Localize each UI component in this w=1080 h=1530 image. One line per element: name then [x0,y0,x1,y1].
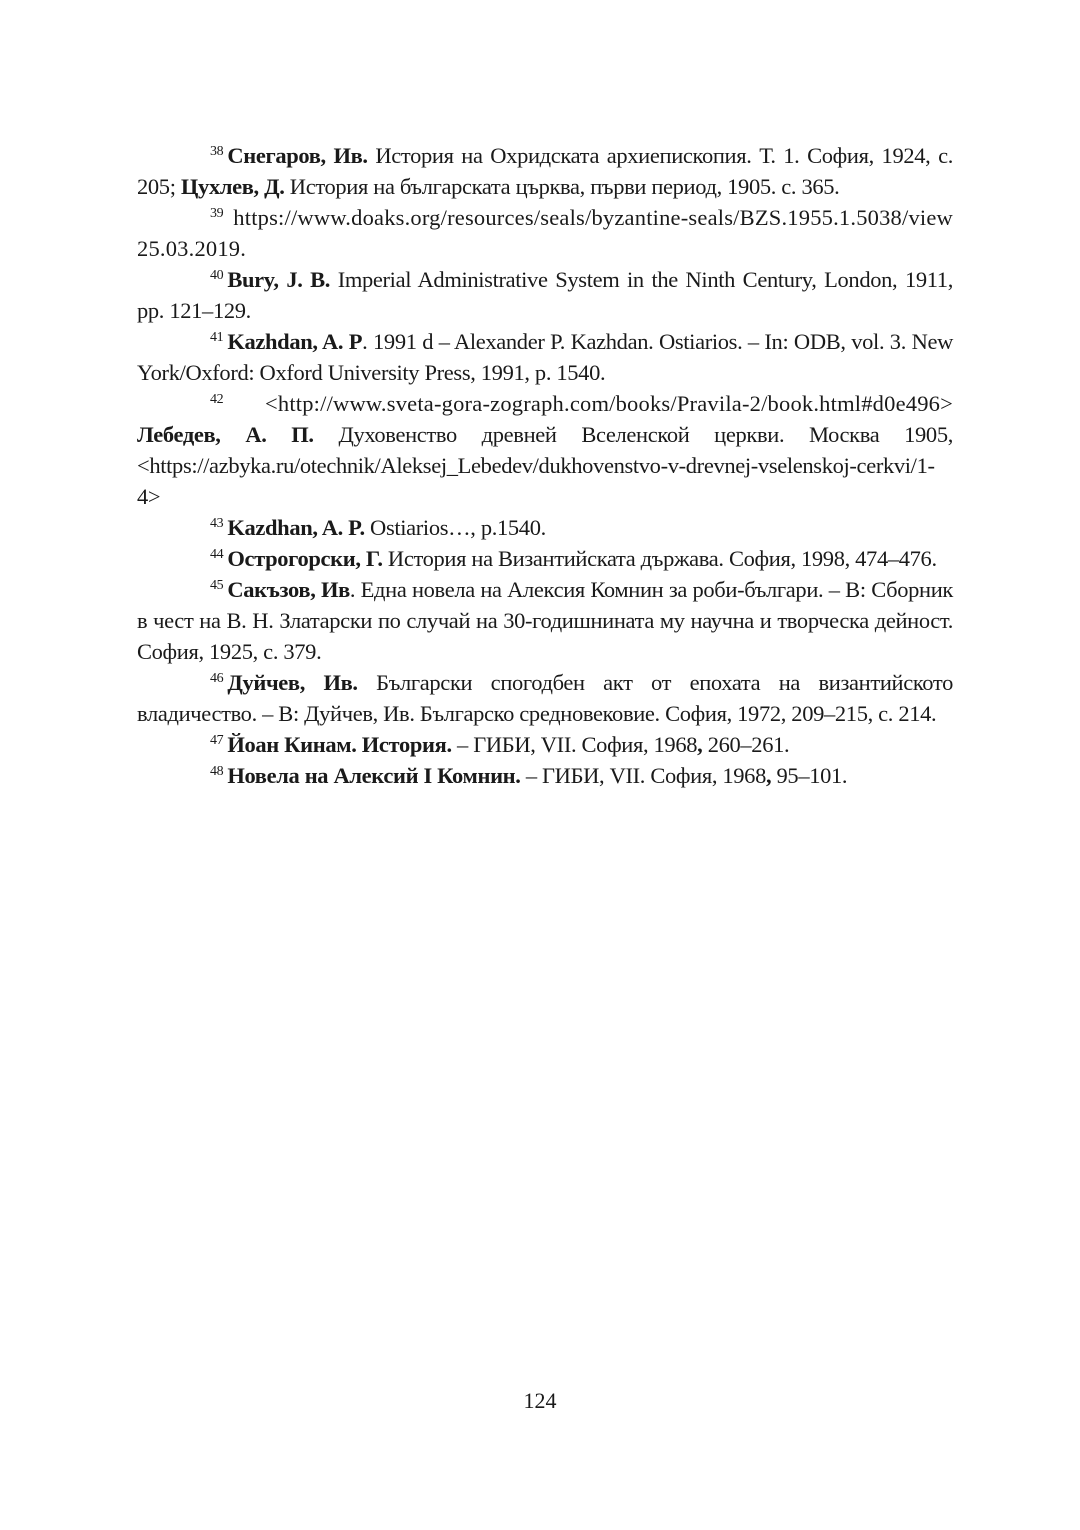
footnote-text: История на Охридската архиепископия. Т. 1. София, 1924, с. 205; [137,143,953,199]
footnote-text: 260–261. [702,732,790,757]
footnote-number: 40 [210,268,224,283]
footnote-text: . Една новела на Алексия Комнин за роби-българи. – В: Сборник в чест на В. Н. Златарски по случай на 30-годишнината му научна и творческа дейност. София, 1925, с. 379. [137,577,953,664]
footnote-number: 48 [210,764,224,779]
footnote-text: Български спогодбен акт от епохата на византийското владичество. – В: Дуйчев, Ив. Българско средновековие. София, 1972, 209–215, с. 214. [137,670,953,726]
footnote-author: Цухлев, Д. [180,174,285,199]
footnote-number: 39 [210,206,224,221]
footnote-author: Йоан Кинам. История. [227,732,452,757]
footnote-author: Новела на Алексий I Комнин. [227,763,521,788]
footnote-author: Снегаров, Ив. [227,143,368,168]
footnote-42 [137,388,953,512]
footnote-author: , [697,732,703,757]
footnote-40 [137,264,953,326]
footnote-44 [137,543,953,574]
footnote-text: – ГИБИ, VII. София, 1968 [520,763,766,788]
footnote-number: 38 [210,144,224,159]
footnote-url: https://www.doaks.org/resources/seals/byzantine-seals/BZS.1955.1.5038/view 25.03.2019. [137,205,953,261]
footnote-text: Ostiarios…, p.1540. [364,515,546,540]
footnote-text: Imperial Administrative System in the Ninth Century, London, 1911, pp. 121–129. [137,267,953,323]
footnote-48 [137,760,953,791]
footnote-author: Острогорски, Г. [227,546,383,571]
footnote-38 [137,140,953,202]
footnote-46 [137,667,953,729]
footnote-43 [137,512,953,543]
footnote-45 [137,574,953,667]
footnote-number: 43 [210,516,224,531]
footnote-text: . 1991 d – Alexander P. Kazhdan. Ostiarios. – In: ODB, vol. 3. New York/Oxford: Oxford University Press, 1991, p. 1540. [137,329,953,385]
footnote-number: 46 [210,671,224,686]
footnote-text: – ГИБИ, VII. София, 1968 [451,732,698,757]
footnote-author: Kazdhan, A. P. [227,515,365,540]
footnote-author: Kazhdan, A. P [227,329,363,354]
page-number: 124 [523,1388,557,1413]
footnote-number: 44 [210,547,224,562]
footnotes-list [137,140,953,791]
footnote-number: 42 [210,392,224,407]
footnote-number: 41 [210,330,224,345]
footnote-text: История на Византийската държава. София, 1998, 474–476. [382,546,937,571]
footnote-41 [137,326,953,388]
footnote-number: 45 [210,578,224,593]
footnote-number: 47 [210,733,224,748]
footnote-47 [137,729,953,760]
footnote-author: Bury, J. B. [227,267,331,292]
footnote-url: <http://www.sveta-gora-zograph.com/books/Pravila-2/book.html#d0e496> [227,391,953,416]
footnote-text: Духовенство древней Вселенской церкви. Москва 1905, <https://azbyka.ru/otechnik/Aleksej_Lebedev/dukhovenstvo-v-drevnej-vselenskoj-cerkvi/1-4> [137,422,953,509]
footnote-author: , [765,763,772,788]
footnote-author: Дуйчев, Ив. [227,670,358,695]
footnote-text: История на българската църква, първи период, 1905. с. 365. [284,174,840,199]
footnote-author: Сакъзов, Ив [227,577,350,602]
footnote-author: Лебедев, А. П. [137,422,314,447]
footnote-39 [137,202,953,264]
footnote-text: 95–101. [771,763,848,788]
